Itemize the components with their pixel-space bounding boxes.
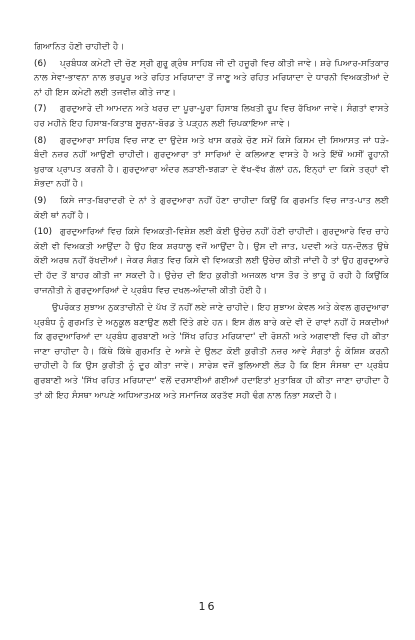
- page-number: 16: [198, 600, 217, 613]
- list-item-9: [34, 194, 389, 223]
- item-number: (6): [34, 58, 47, 69]
- item-number: (8): [34, 135, 47, 146]
- list-item-8: [34, 134, 389, 192]
- body-text: [34, 40, 389, 403]
- list-item-6: [34, 57, 389, 101]
- intro-line: ਗਿਆਨਿਤ ਹੋਣੀ ਚਾਹੀਦੀ ਹੈ।: [34, 42, 125, 52]
- item-text: ਗੁਰਦੁਆਰਾ ਸਾਹਿਬ ਵਿਚ ਜਾਣ ਦਾ ਉਦੇਸ਼ ਅਤੇ ਖਾਸ ਕਰਕੇ ਚੋਣ ਸਮੇਂ ਕਿਸੇ ਕਿਸਮ ਦੀ ਸਿਆਸਤ ਜਾਂ ਧੜੇ-ਬੰਦੀ ਨਜ਼ਰ ਨਹੀਂ ਆਉਣੀ ਚਾਹੀਦੀ। ਗੁਰਦੁਆਰਾ ਤਾਂ ਸਾਰਿਆਂ ਦੇ ਕਲਿਆਣ ਵਾਸਤੇ ਹੈ ਅਤੇ ਇੱਥੋਂ ਅਸੀਂ ਰੂਹਾਨੀ ਖੁਰਾਕ ਪ੍ਰਾਪਤ ਕਰਨੀ ਹੈ। ਗੁਰਦੁਆਰਾ ਅੰਦਰ ਲੜਾਈ-ਝਗੜਾ ਦੇ ਵੱਖ-ਵੱਖ ਗੱਲਾਂ ਹਨ, ਇਨ੍ਹਾਂ ਦਾ ਕਿਸੇ ਤਰ੍ਹਾਂ ਵੀ ਸ਼ੋਭਦਾ ਨਹੀਂ ਹੈ।: [34, 135, 389, 190]
- closing-paragraph: ਉਪਰੋਕਤ ਸੁਝਾਅ ਨੁਕਤਾਚੀਨੀ ਦੇ ਪੱਖ ਤੋਂ ਨਹੀਂ ਲਏ ਜਾਣੇ ਚਾਹੀਦੇ। ਇਹ ਸੁਝਾਅ ਕੇਵਲ ਅਤੇ ਕੇਵਲ ਗੁਰਦੁਆਰਾ ਪ੍ਰਬੰਧ ਨੂੰ ਗੁਰਮਤਿ ਦੇ ਅਨੁਕੂਲ ਬਣਾਉਣ ਲਈ ਦਿੱਤੇ ਗਏ ਹਨ। ਇਸ ਗੱਲ ਬਾਰੇ ਕਦੇ ਵੀ ਦੋ ਰਾਵਾਂ ਨਹੀਂ ਹੋ ਸਕਦੀਆਂ ਕਿ ਗੁਰਦੁਆਰਿਆਂ ਦਾ ਪ੍ਰਬੰਧ ਗੁਰਬਾਣੀ ਅਤੇ 'ਸਿੱਖ ਰਹਿਤ ਮਰਿਯਾਦਾ' ਦੀ ਰੋਸ਼ਨੀ ਅਤੇ ਅਗਵਾਈ ਵਿਚ ਹੀ ਕੀਤਾ ਜਾਣਾ ਚਾਹੀਦਾ ਹੈ। ਕਿੱਥੇ ਕਿੱਥੇ ਗੁਰਮਤਿ ਦੇ ਆਸ਼ੇ ਦੇ ਉਲਟ ਕੋਈ ਕੁਰੀਤੀ ਨਜ਼ਰ ਆਵੇ ਸੰਗਤਾਂ ਨੂੰ ਕੋਸ਼ਿਸ਼ ਕਰਨੀ ਚਾਹੀਦੀ ਹੈ ਕਿ ਉਸ ਕੁਰੀਤੀ ਨੂੰ ਦੂਰ ਕੀਤਾ ਜਾਵੇ। ਸਾਰੇਸ਼ ਵਜੋਂ ਭੁਲਿਆਈ ਲੋੜ ਹੈ ਕਿ ਇਸ ਸੰਸਥਾ ਦਾ ਪ੍ਰਬੰਧ ਗੁਰਬਾਣੀ ਅਤੇ 'ਸਿੱਖ ਰਹਿਤ ਮਰਿਯਾਦਾ' ਵਲੋਂ ਦਰਸਾਈਆਂ ਗਈਆਂ ਹਦਾਇਤਾਂ ਮੁਤਾਬਿਕ ਹੀ ਕੀਤਾ ਜਾਣਾ ਚਾਹੀਦਾ ਹੈ ਤਾਂ ਕੀ ਇਹ ਸੰਸਥਾ ਆਪਣੇ ਅਧਿਆਤਮਕ ਅਤੇ ਸਮਾਜਿਕ ਕਰਤੱਵ ਸਹੀ ਢੰਗ ਨਾਲ ਨਿਭਾ ਸਕਦੀ ਹੈ।: [34, 303, 389, 401]
- item-number: (9): [34, 195, 47, 206]
- item-text: ਕਿਸੇ ਜਾਤ-ਬਿਰਾਦਰੀ ਦੇ ਨਾਂ ਤੇ ਗੁਰਦੁਆਰਾ ਨਹੀਂ ਹੋਣਾ ਚਾਹੀਦਾ ਕਿਉਂ ਕਿ ਗੁਰਮਤਿ ਵਿਚ ਜਾਤ-ਪਾਤ ਲਈ ਕੋਈ ਥਾਂ ਨਹੀਂ ਹੈ।: [34, 195, 389, 221]
- list-item-10: [34, 225, 389, 298]
- item-text: ਗੁਰਦੁਆਰਿਆਂ ਵਿਚ ਕਿਸੇ ਵਿਅਕਤੀ-ਵਿਸ਼ੇਸ਼ ਲਈ ਕੋਈ ਉਚੇਚ ਨਹੀਂ ਹੋਣੀ ਚਾਹੀਦੀ। ਗੁਰਦੁਆਰੇ ਵਿਚ ਚਾਹੇ ਕੋਈ ਵੀ ਵਿਅਕਤੀ ਆਉਂਦਾ ਹੈ ਉਹ ਇਕ ਸ਼ਰਧਾਲੂ ਵਜੋਂ ਆਉਂਦਾ ਹੈ। ਉਸ ਦੀ ਜਾਤ, ਪਦਵੀ ਅਤੇ ਧਨ-ਦੌਲਤ ਉਥੇ ਕੋਈ ਅਰਥ ਨਹੀਂ ਰੱਖਦੀਆਂ। ਜੇਕਰ ਸੰਗਤ ਵਿਚ ਕਿਸੇ ਵੀ ਵਿਅਕਤੀ ਲਈ ਉਚੇਚ ਕੀਤੀ ਜਾਂਦੀ ਹੈ ਤਾਂ ਉਹ ਗੁਰਦੁਆਰੇ ਦੀ ਹੱਦ ਤੋਂ ਬਾਹਰ ਕੀਤੀ ਜਾ ਸਕਦੀ ਹੈ। ਉਚੇਚ ਦੀ ਇਹ ਕੁਰੀਤੀ ਅਜਕਲ ਖਾਸ ਤੌਰ ਤੇ ਭਾਰੂ ਹੋ ਰਹੀ ਹੈ ਕਿਉਂਕਿ ਰਾਜਨੀਤੀ ਨੇ ਗੁਰਦੁਆਰਿਆਂ ਦੇ ਪ੍ਰਬੰਧ ਵਿਚ ਦਖਲ-ਅੰਦਾਜ਼ੀ ਕੀਤੀ ਹੋਈ ਹੈ।: [34, 227, 389, 296]
- item-number: (7): [34, 104, 47, 115]
- item-text: ਪ੍ਰਬੰਧਕ ਕਮੇਟੀ ਦੀ ਚੋਣ ਸ੍ਰੀ ਗੁਰੂ ਗ੍ਰੰਥ ਸਾਹਿਬ ਜੀ ਦੀ ਹਜ਼ੂਰੀ ਵਿਚ ਕੀਤੀ ਜਾਵੇ। ਸ਼ਰੇ ਪਿਆਰ-ਸਤਿਕਾਰ ਨਾਲ ਸੇਵਾ-ਭਾਵਨਾ ਨਾਲ ਭਰਪੂਰ ਅਤੇ ਰਹਿਤ ਮਰਿਯਾਦਾ ਤੋਂ ਜਾਣੂ ਅਤੇ ਰਹਿਤ ਮਰਿਯਾਦਾ ਦੇ ਧਾਰਨੀ ਵਿਅਕਤੀਆਂ ਦੇ ਨਾਂ ਹੀ ਇਸ ਕਮੇਟੀ ਲਈ ਤਜਵੀਜ਼ ਕੀਤੇ ਜਾਣ।: [34, 58, 389, 98]
- list-item-7: [34, 102, 389, 131]
- item-number: (10): [34, 227, 53, 238]
- item-text: ਗੁਰਦੁਆਰੇ ਦੀ ਆਮਦਨ ਅਤੇ ਖਰਚ ਦਾ ਪੂਰਾ-ਪੂਰਾ ਹਿਸਾਬ ਲਿਖਤੀ ਰੂਪ ਵਿਚ ਰੱਖਿਆ ਜਾਵੇ। ਸੰਗਤਾਂ ਵਾਸਤੇ ਹਰ ਮਹੀਨੇ ਇਹ ਹਿਸਾਬ-ਕਿਤਾਬ ਸੂਚਨਾ-ਬੋਰਡ ਤੇ ਪੜ੍ਹਨ ਲਈ ਚਿਪਕਾਇਆ ਜਾਵੇ।: [34, 104, 389, 129]
